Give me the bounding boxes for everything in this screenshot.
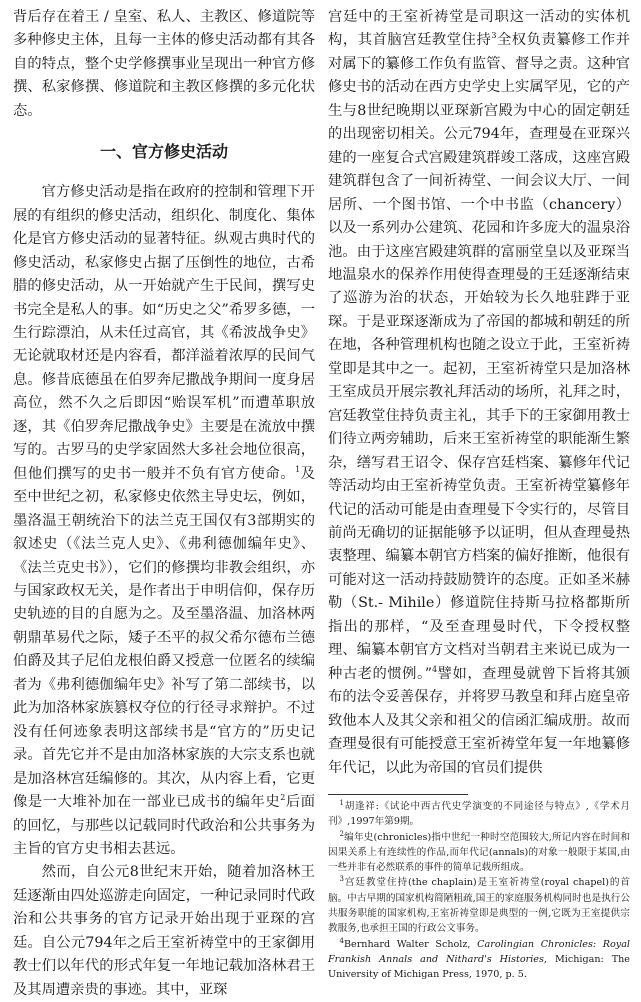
footnote-text: 编年史(chronicles)指中世纪一种时空范围较大,所记内容在时间和因果关系上有连续性的作品,而年代记(annals)的对象一般限于某国,由一些并非有必然联系的事件的简单记载所组成。 xyxy=(328,831,630,874)
footnote-ref-2[interactable]: 2 xyxy=(280,793,286,803)
footnote-author: Bernhard Walter Scholz, xyxy=(343,938,478,950)
paragraph-text: 宫廷中的王室祈祷堂是司职这一活动的实体机构，其首脑宫廷教堂住持 xyxy=(328,9,630,49)
paragraph-text: 全权负责纂修工作并对属下的纂修工作负有监管、督导之责。这种官修史书的活动在西方史学史上实属罕见，它的产生与8世纪晚期以亚琛新宫殿为中心的固定朝廷的出现密切相关。公元794年，查理曼在亚琛兴建的一座复合式宫殿建筑群竣工落成，这座宫殿建筑群包含了一间祈祷堂、一间会议大厅、一间居所、一个图书馆、一个中书监（chancery）以及一系列办公建筑、花园和许多庞大的温泉浴池。由于这座宫殿建筑群的富丽堂皇以及亚琛当地温泉水的保养作用使得查理曼的王廷逐渐结束了巡游为治的状态，开始较为长久地驻跸于亚琛。于是亚琛逐渐成为了帝国的都城和朝廷的所在地，各种管理机构也随之设立于此，王室祈祷堂即是其中之一。起初，王室祈祷堂只是加洛林王室成员开展宗教礼拜活动的场所，礼拜之时，宫廷教堂住持负责主礼，其手下的王家御用教士们待立两旁辅助，后来王室祈祷堂的职能渐生繁杂，缮写君王诏令、保存宫廷档案、纂修年代记等活动均由王室祈祷堂负责。王室祈祷堂纂修年代记的活动可能是由查理曼下令实行的，尽管目前尚无确切的证据能够予以证明，但从查理曼热衷整理、编纂本朝官方档案的偏好推断，他很有可能对这一活动持鼓励赞许的态度。正如圣米赫勒（St.- Mihile）修道院住持斯马拉格都斯所指出的那样，“及至查理曼时代，下令授权整理、编纂本朝官方文档对当朝君主来说已成为一种古老的惯例。” xyxy=(328,32,631,682)
footnote-number: 1 xyxy=(339,798,344,807)
footnote-text: 宫廷教堂住持(the chaplain)是王室祈祷堂(royal chapel)的首脑。中古早期的国家机构简陋粗疏,国王的家庭服务机构同时也是执行公共服务职能的国家机构,王室祈祷堂即是典型的一例,它既为王室提供宗教服务,也承担王国的行政公文事务。 xyxy=(328,877,630,935)
footnote-ref-4[interactable]: 4 xyxy=(432,664,438,674)
paragraph-text: 及至中世纪之初，私家修史依然主导史坛，例如，墨洛温王朝统治下的法兰克王国仅有3部期实的叙述史（《法兰克人史》、《弗利德伽编年史》、《法兰克史书》），它们的修撰均非教会组织，亦与国家政权无关，是作者出于申明信仰，保存历史轨迹的目的自愿为之。及至墨洛温、加洛林两朝鼎革易代之际，矮子丕平的叔父希尔德布兰德伯爵及其子尼伯龙根伯爵又授意一位匿名的续编者为《弗利德伽编年史》补写了第二部续书，以此为加洛林家族篡权夺位的行径寻求辩护。不过没有任何迹象表明这部续书是“官方的”历史记录。首先它并不是由加洛林家族的大宗支系也就是加洛林宫廷编修的。其次，从内容上看，它更像是一大堆补加在一部业已成书的编年史 xyxy=(13,465,316,811)
right-column xyxy=(328,6,630,983)
paragraph-text: 譬如，查理曼就曾下旨将其颁布的法令妥善保存，并将罗马教皇和拜占庭皇帝致他本人及其父亲和祖父的信函汇编成册。故而查理曼很有可能授意王室祈祷堂年复一年地纂修年代记，以此为帝国的官员们提供 xyxy=(328,665,630,776)
paragraph-intro-continued xyxy=(13,6,315,123)
footnote-number: 3 xyxy=(339,875,344,884)
paragraph-aachen-court xyxy=(13,861,315,1002)
footnote-4 xyxy=(328,937,630,983)
section-heading: 一、官方修史活动 xyxy=(99,142,228,162)
paragraph-official-historiography xyxy=(13,181,315,861)
footnote-1 xyxy=(328,799,630,830)
footnote-text: 胡逢祥:《试论中西古代史学演变的不同途径与特点》,《学术月刊》,1997年第9期。 xyxy=(328,800,630,828)
footnote-number: 2 xyxy=(339,829,344,838)
footnote-book-title: Carolingian Chronicles: Royal Frankish Annals and Nithard's Histories xyxy=(328,938,630,965)
paragraph-royal-chapel xyxy=(328,6,630,780)
footnotes xyxy=(328,794,630,983)
paragraph-text: 后面的回忆，与那些以记载同时代政治和公共事务为主旨的官方史书相去甚远。 xyxy=(13,794,316,857)
paragraph-text: 然而，自公元8世纪末开始，随着加洛林王廷逐渐由四处巡游走向固定，一种记录同时代政治和公共事务的官方记录开始出现于亚琛的宫廷。自公元794年之后王室祈祷堂中的王家御用教士们以年代的形式年复一年地记载加洛林君王及其周遭亲贵的事迹。其中，亚琛 xyxy=(13,864,315,998)
footnote-number: 4 xyxy=(339,936,344,945)
footnote-2 xyxy=(328,830,630,876)
footnote-3 xyxy=(328,875,630,936)
left-column xyxy=(13,6,315,1002)
paragraph-text: 背后存在着王 / 皇室、私人、主教区、修道院等多种修史主体，且每一主体的修史活动都有其各自的特点，整个史学修撰事业呈现出一种官方修撰、私家修撰、修道院和主教区修撰的多元化状态。 xyxy=(13,9,315,119)
footnote-ref-1[interactable]: 1 xyxy=(295,464,301,474)
paragraph-text: 官方修史活动是指在政府的控制和管理下开展的有组织的修史活动，组织化、制度化、集体化是官方修史活动的显著特征。纵观古典时代的修史活动，私家修史占据了压倒性的地位，古希腊的修史活动，从一开始就产生于民间，撰写史书完全是私人的事。如“历史之父”希罗多德，一生行踪漂泊，从未任过高官，其《希波战争史》无论就取材还是内容看，都洋溢着浓厚的民间气息。修昔底德虽在伯罗奔尼撒战争期间一度身居高位，然不久之后即因“贻误军机”而遭革职放逐，其《伯罗奔尼撒战争史》主要是在流放中撰写的。古罗马的史学家固然大多社会地位很高，但他们撰写的史书一般并不负有官方使命。 xyxy=(13,184,315,482)
footnote-ref-3[interactable]: 3 xyxy=(491,31,497,41)
footnote-publication: , Michigan: The University of Michigan Press, 1970, p. 5. xyxy=(328,953,630,981)
footnote-divider xyxy=(328,794,468,795)
